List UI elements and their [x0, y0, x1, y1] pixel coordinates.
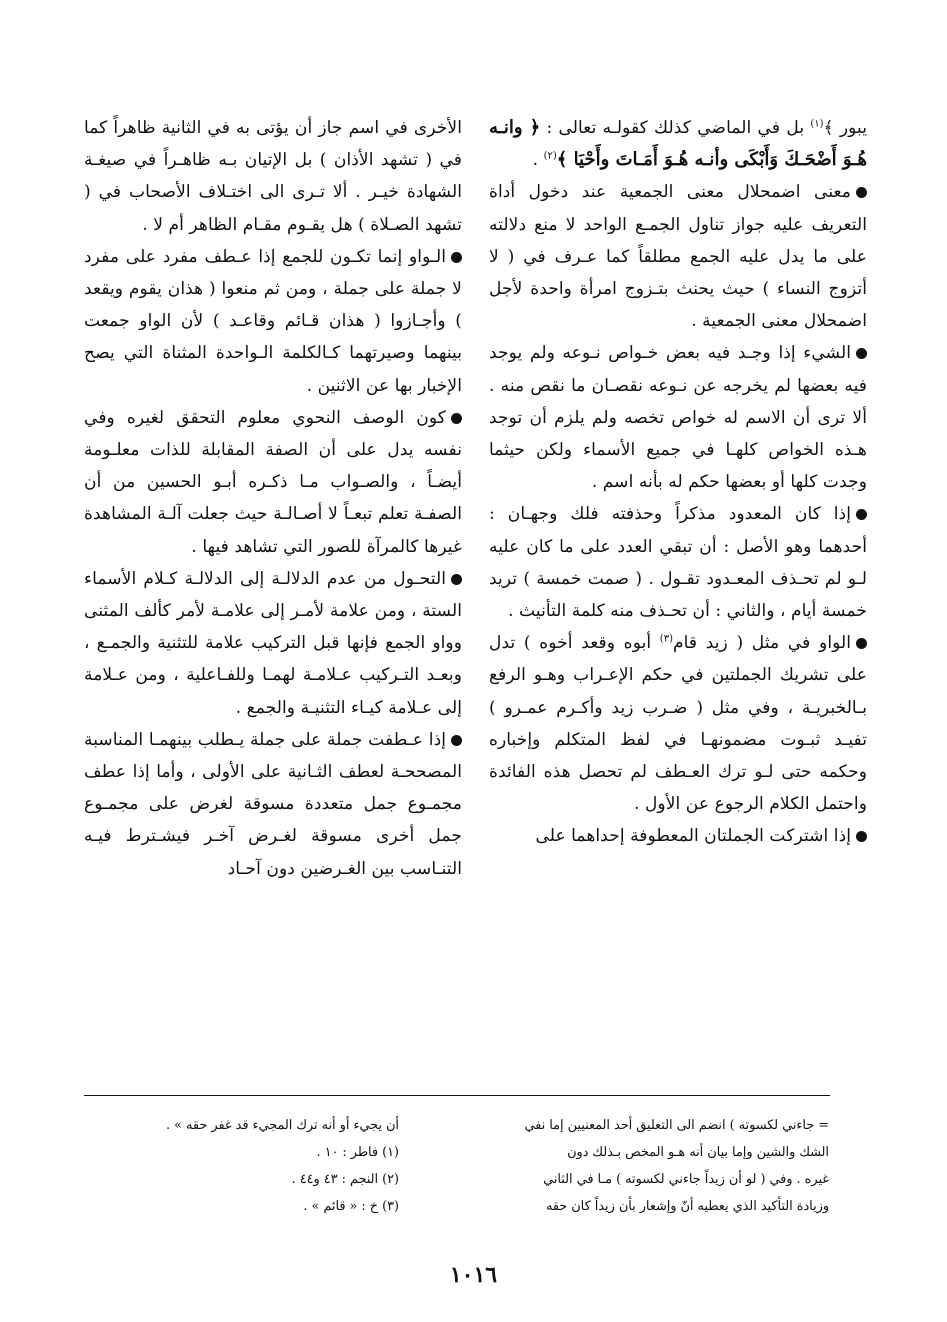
- text-run: معنى اضمحلال معنى الجمعية عند دخول أداة التعريف عليه جواز تناول الجمـع الواحد لا منع دلالته على ما يدل عليه الجمع مطلقاً كما عـرف في ( لا أتزوج النساء ) حيث يحنث بتـزوج امرأة واحدة لأجل اضمحلال معنى الجمعية .: [489, 182, 867, 332]
- text-run: التحـول من عدم الدلالـة إلى الدلالـة كـلام الأسماء الستة ، ومن علامة لأمـر إلى علامـة لأمر كألف المثنى وواو الجمع فإنها قبل التركيب علامة للتثنية والجمـع ، وبعـد التـركيب عـلامـة لهمـا وللفـاعلية ، ومن عـلامة إلى عـلامة كيـاء التثنيـة والجمع .: [84, 568, 462, 718]
- paragraph: [489, 176, 867, 337]
- bullet-icon: [856, 509, 867, 520]
- bullet-icon: [856, 187, 867, 198]
- paragraph: [84, 112, 462, 241]
- footnote-ref: (١): [810, 118, 824, 130]
- footnote-continuation: [469, 1112, 829, 1220]
- footnote-line: أن يجيء أو أنه ترك المجيء قد غفر حقه » .: [165, 1118, 399, 1133]
- paragraph: [84, 241, 462, 402]
- text-run: إذا اشتركت الجملتان المعطوفة إحداهما على: [535, 826, 851, 847]
- paragraph: [489, 627, 867, 820]
- bullet-icon: [856, 638, 867, 649]
- left-text-column: [84, 112, 462, 885]
- bullet-icon: [451, 252, 462, 263]
- text-run: الواو في مثل ( زيد قام: [672, 633, 852, 654]
- paragraph: [84, 724, 462, 885]
- footnote-line: وزيادة التأكيد الذي يعطيه أنّ وإشعار بأن زيداً كان حقه: [545, 1199, 829, 1214]
- bullet-icon: [451, 413, 462, 424]
- text-run: كون الوصف النحوي معلوم التحقق لغيره وفي نفسه يدل على أن الصفة المقابلة للذات معلـومة أيضـاً ، والصـواب مـا ذكـره أبـو الحسين من أن الصفـة تعلم تبعـاً لا أصـالـة حيث جعلت آلـة المشاهدة غيرها كالمرآة للصور التي تشاهد فيها .: [84, 407, 462, 557]
- footnote-divider: [84, 1095, 830, 1096]
- quran-verse: ﴿ وانـه هُـوَ أَضْحَـكَ وَأَبْكَى وأنـه هُـوَ أَمَـاتَ وأَحْيَا ﴾: [489, 117, 867, 171]
- text-run: أبوه وقعد أخوه ) تدل على تشريك الجملتين في حكم الإعـراب وهـو الرفع بـالخبريـة ، وفي مثل ( ضـرب زيد وأكـرم عمـرو ) تفيـد ثبـوت مضمونهـا في لفظ المتكلم وإخباره وحكمه حتى لـو ترك العـطف لم تحصل هذه الفائدة واحتمل الكلام الرجوع عن الأول .: [489, 633, 867, 815]
- text-run: .: [532, 150, 544, 171]
- footnote-line: (١) فاطر : ١٠ .: [316, 1145, 399, 1160]
- bullet-icon: [451, 735, 462, 746]
- page-number: ١٠١٦: [449, 1262, 498, 1288]
- paragraph: [84, 402, 462, 563]
- right-text-column: [489, 112, 867, 853]
- text-run: إذا عـطفت جملة على جملة يـطلب بينهمـا المناسبة المصححـة لعطف الثـانية على الأولى ، وأما إذا عطف مجمـوع جمل متعددة مسوقة لغرض على مجمـوع جمل أخرى مسوقة لغـرض آخـر فيشـترط فيـه التنـاسب بين الغـرضين دون آحـاد: [84, 729, 462, 879]
- paragraph: [489, 112, 867, 176]
- text-run: إذا كان المعدود مذكراً وحذفته فلك وجهـان : أحدهما وهو الأصل : أن تبقي العدد على ما كان عليه لـو لم تحـذف المعـدود تقـول . ( صمت خمسة ) تريد خمسة أيام ، والثاني : أن تحـذف منه كلمة التأنيث .: [489, 504, 867, 622]
- paragraph: [489, 498, 867, 627]
- paragraph: [489, 337, 867, 498]
- footnote-line: = جاءني لكسوته ) انضم الى التعليق أحد المعنيين إما نفي: [524, 1118, 829, 1133]
- footnote-ref: (٢): [543, 150, 557, 162]
- text-run: يبور ﴾: [823, 118, 867, 138]
- paragraph: [489, 820, 867, 852]
- bullet-icon: [856, 831, 867, 842]
- footnote-ref: (٣): [659, 633, 673, 645]
- footnote-line: غيره . وفي ( لو أن زيداً جاءني لكسوته ) مـا في الثاني: [543, 1172, 829, 1187]
- bullet-icon: [451, 574, 462, 585]
- text-run: الـواو إنما تكـون للجمع إذا عـطف مفرد على مفرد لا جملة على جملة ، ومن ثم منعوا ( هذان يقوم ويقعد ) وأجـازوا ( هذان قـائم وقاعـد ) لأن الواو جمعت بينهما وصيرتهما كـالكلمة الـواحدة المثناة التي يصح الإخبار بها عن الاثنين .: [84, 246, 462, 396]
- footnote-line: الشك والشين وإما بيان أنه هـو المخص بـذلك دون: [567, 1145, 829, 1160]
- footnote-line: (٢) النجم : ٤٣ و٤٤ .: [291, 1172, 399, 1187]
- text-run: بل في الماضي كذلك كقولـه تعالى :: [546, 118, 811, 138]
- footnote-list: [99, 1112, 399, 1220]
- text-run: الشيء إذا وجـد فيه بعض خـواص نـوعه ولم يوجد فيه بعضها لم يخرجه عن نـوعه نقصـان ما نقص منه . ألا ترى أن الاسم له خواص تخصه ولم يلزم أن توجد هـذه الخواص كلهـا في جميع الأسماء ولكن حيثما وجدت كلها أو بعضها حكم له بأنه اسم .: [489, 343, 867, 493]
- paragraph: [84, 563, 462, 724]
- bullet-icon: [856, 348, 867, 359]
- footnote-line: (٣) خ : « قائم » .: [303, 1199, 399, 1214]
- text-run: الأخرى في اسم جاز أن يؤتى به في الثانية ظاهراً كما في ( تشهد الأذان ) بل الإتيان بـه ظاهـراً في صيغـة الشهادة خيـر . ألا تـرى الى اختـلاف الأصحاب في ( تشهد الصـلاة ) هل يقـوم مقـام الظاهر أم لا .: [84, 118, 462, 235]
